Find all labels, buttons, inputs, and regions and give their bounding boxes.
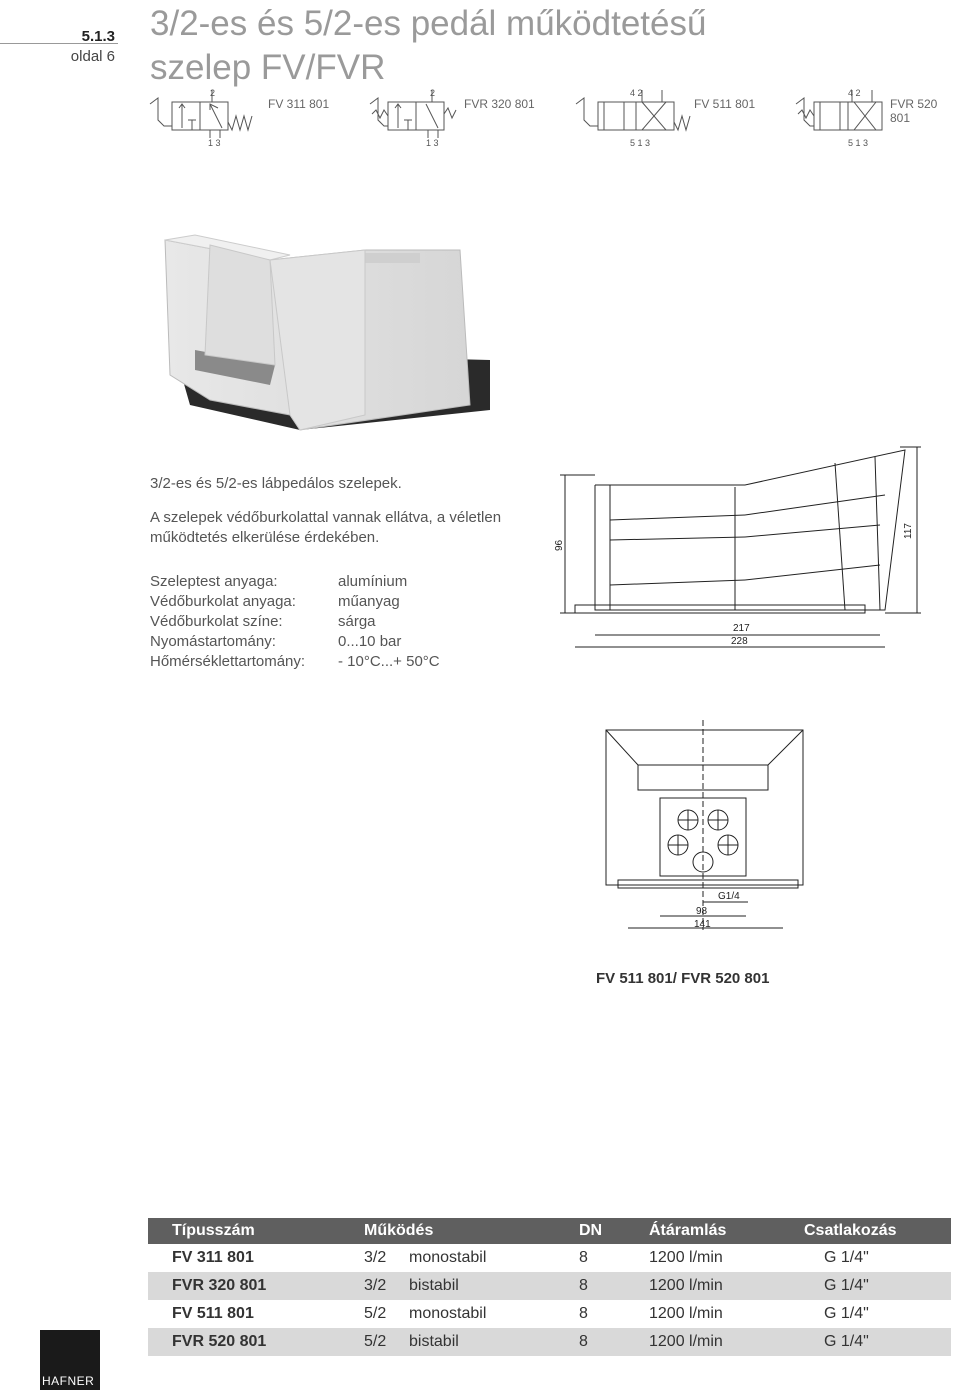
cell-dn: 8 xyxy=(554,1300,649,1328)
spec-row xyxy=(150,572,440,592)
spec-value: sárga xyxy=(338,613,376,630)
spec-key: Szeleptest anyaga: xyxy=(150,573,278,590)
symbol-fvr320 xyxy=(368,86,468,153)
cell-mode: monostabil xyxy=(409,1300,554,1328)
spec-key: Hőmérséklettartomány: xyxy=(150,653,306,670)
logo-text: HAFNER xyxy=(42,1374,95,1388)
cell-type: FV 511 801 xyxy=(148,1300,364,1328)
side-view-drawing-icon xyxy=(545,445,925,655)
description-line-1: 3/2-es és 5/2-es lábpedálos szelepek. xyxy=(150,475,402,492)
port-label: 5 1 3 xyxy=(848,138,869,148)
spec-list xyxy=(150,572,440,672)
symbol-fv511 xyxy=(574,86,690,153)
cell-dn: 8 xyxy=(554,1244,649,1272)
side-view-drawing xyxy=(545,445,925,660)
cell-type: FVR 520 801 xyxy=(148,1328,364,1356)
foot-pedal-illustration-icon xyxy=(150,225,500,440)
hafner-logo xyxy=(40,1330,100,1390)
page-number: oldal 6 xyxy=(70,48,115,65)
cell-function: 5/2 xyxy=(364,1328,409,1356)
cell-mode: bistabil xyxy=(409,1328,554,1356)
page-title xyxy=(150,2,706,90)
dimension-label: 141 xyxy=(694,919,711,930)
drawing-caption: FV 511 801/ FVR 520 801 xyxy=(596,970,770,987)
product-photo xyxy=(150,225,500,445)
dimension-label: G1/4 xyxy=(718,891,740,902)
cell-type: FVR 320 801 xyxy=(148,1272,364,1300)
dimension-label: 98 xyxy=(696,906,708,917)
cell-mode: bistabil xyxy=(409,1272,554,1300)
spec-value: 0...10 bar xyxy=(338,633,402,650)
valve-symbol-3-2-spring-icon xyxy=(148,86,268,148)
spec-key: Védőburkolat anyaga: xyxy=(150,593,296,610)
valve-symbol-5-2-spring-icon xyxy=(574,86,690,148)
column-header: Csatlakozás xyxy=(769,1218,951,1244)
table-header-row xyxy=(148,1218,951,1244)
dimension-label: 96 xyxy=(554,539,565,551)
column-header: Átáramlás xyxy=(649,1218,769,1244)
cell-connection: G 1/4" xyxy=(769,1244,951,1272)
title-line-1: 3/2-es és 5/2-es pedál működtetésű xyxy=(150,4,707,43)
cell-mode: monostabil xyxy=(409,1244,554,1272)
description xyxy=(150,474,550,562)
spec-row xyxy=(150,612,440,632)
cell-function: 5/2 xyxy=(364,1300,409,1328)
table-row xyxy=(148,1328,951,1356)
description-line-2: A szelepek védőburkolattal vannak ellátva, a véletlen működtetés elkerülése érdekében. xyxy=(150,509,502,546)
dimension-label: 228 xyxy=(731,636,748,647)
cell-flow: 1200 l/min xyxy=(649,1244,769,1272)
title-line-2: szelep FV/FVR xyxy=(150,48,386,87)
spec-key: Védőburkolat színe: xyxy=(150,613,283,630)
table-row xyxy=(148,1244,951,1272)
symbol-fvr520 xyxy=(794,86,890,153)
cell-connection: G 1/4" xyxy=(769,1328,951,1356)
cell-flow: 1200 l/min xyxy=(649,1328,769,1356)
symbol-label: FV 511 801 xyxy=(694,97,756,111)
column-header: Típusszám xyxy=(148,1218,364,1244)
product-table xyxy=(148,1218,951,1356)
section-divider xyxy=(0,43,118,44)
column-header: Működés xyxy=(364,1218,554,1244)
spec-row xyxy=(150,632,440,652)
dimension-label: 217 xyxy=(733,623,750,634)
cell-type: FV 311 801 xyxy=(148,1244,364,1272)
spec-key: Nyomástartomány: xyxy=(150,633,276,650)
cell-connection: G 1/4" xyxy=(769,1300,951,1328)
dimension-label: 117 xyxy=(903,523,914,539)
spec-row xyxy=(150,652,440,672)
table-row xyxy=(148,1272,951,1300)
cell-dn: 8 xyxy=(554,1328,649,1356)
cell-flow: 1200 l/min xyxy=(649,1300,769,1328)
spec-value: - 10°C...+ 50°C xyxy=(338,653,440,670)
front-view-drawing-icon xyxy=(598,720,813,935)
port-label: 1 3 xyxy=(426,138,439,148)
symbol-label: FVR 520 801 xyxy=(890,97,938,125)
port-label: 1 3 xyxy=(208,138,221,148)
section-number: 5.1.3 xyxy=(81,28,115,45)
port-label: 2 xyxy=(210,88,216,98)
port-label: 2 xyxy=(430,88,436,98)
spec-row xyxy=(150,592,440,612)
cell-function: 3/2 xyxy=(364,1272,409,1300)
column-header: DN xyxy=(554,1218,649,1244)
cell-flow: 1200 l/min xyxy=(649,1272,769,1300)
valve-symbol-5-2-detent-icon xyxy=(794,86,890,148)
valve-symbol-3-2-detent-icon xyxy=(368,86,468,148)
port-label: 5 1 3 xyxy=(630,138,651,148)
symbol-label: FV 311 801 xyxy=(268,97,330,111)
spec-value: alumínium xyxy=(338,573,408,590)
port-label: 4 2 xyxy=(848,88,861,98)
spec-value: műanyag xyxy=(338,593,400,610)
front-view-drawing xyxy=(598,720,813,940)
cell-dn: 8 xyxy=(554,1272,649,1300)
port-label: 4 2 xyxy=(630,88,643,98)
symbol-fv311 xyxy=(148,86,268,153)
symbol-label: FVR 320 801 xyxy=(464,97,535,111)
cell-connection: G 1/4" xyxy=(769,1272,951,1300)
cell-function: 3/2 xyxy=(364,1244,409,1272)
table-row xyxy=(148,1300,951,1328)
